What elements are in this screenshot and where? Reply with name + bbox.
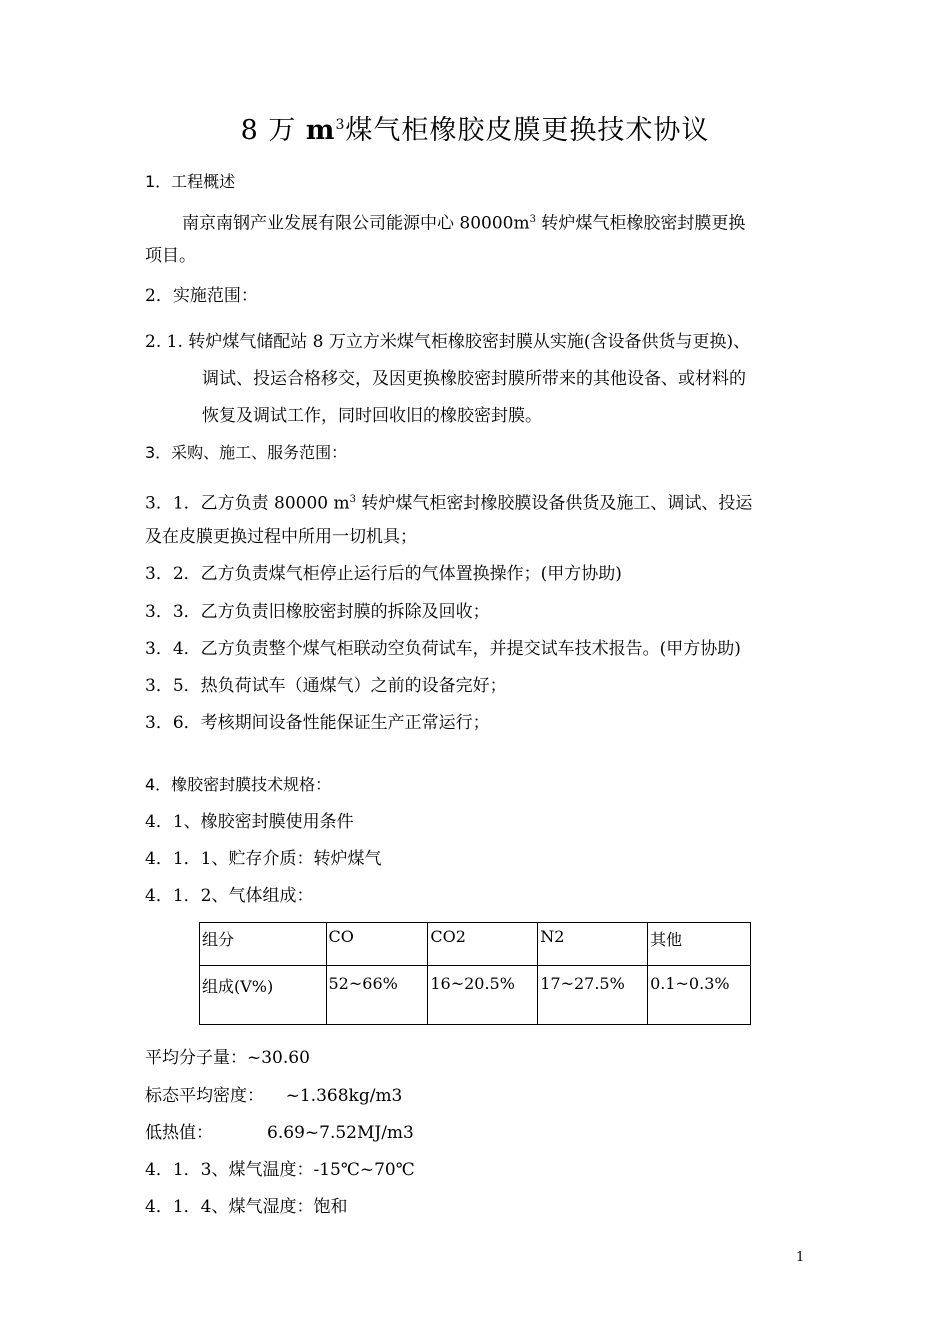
lower-heating-value: 低热值： 6.69~7.52MJ/m3: [145, 1123, 414, 1143]
section-4-line-2: 4．1．1、贮存介质：转炉煤气: [145, 849, 382, 869]
gas-temperature: 4．1．3、煤气温度：-15℃~70℃: [145, 1160, 415, 1180]
table-cell: 16~20.5%: [428, 966, 538, 1025]
section-4-heading: 4．橡胶密封膜技术规格：: [145, 775, 332, 794]
title-unit: m: [305, 115, 336, 146]
section-3-item-4: 3．4．乙方负责整个煤气柜联动空负荷试车，并提交试车技术报告。(甲方协助): [145, 639, 741, 659]
section-2-item-line-3: 恢复及调试工作，同时回收旧的橡胶密封膜。: [202, 406, 542, 426]
section-4-line-1: 4．1、橡胶密封膜使用条件: [145, 812, 354, 832]
table-header-row: [200, 923, 751, 966]
section-1-paragraph-line-1: 南京南钢产业发展有限公司能源中心 $80000m^3$ 转炉煤气柜橡胶密封膜更换: [182, 213, 746, 234]
standard-density: 标态平均密度： ~1.368kg/m3: [145, 1086, 403, 1106]
document-title: [0, 108, 950, 147]
section-3-item-2: 3．2．乙方负责煤气柜停止运行后的气体置换操作；(甲方协助): [145, 564, 622, 584]
section-3-item-1-line-2: 及在皮膜更换过程中所用一切机具；: [145, 527, 417, 547]
section-1-heading: 1．工程概述: [145, 172, 236, 191]
table-cell: 组分: [200, 923, 327, 966]
title-prefix: 8 万: [240, 115, 306, 146]
section-3-item-1-line-1: 3．1．乙方负责 80000 $m^3$ 转炉煤气柜密封橡胶膜设备供货及施工、调试、投运: [145, 493, 753, 514]
gas-composition-table: [199, 922, 751, 1025]
section-3-heading: 3．采购、施工、服务范围：: [145, 443, 348, 462]
page-number: 1: [796, 1250, 805, 1265]
section-2-item-line-2: 调试、投运合格移交，及因更换橡胶密封膜所带来的其他设备、或材料的: [202, 369, 746, 389]
section-2-item-line-1: 2. 1. 转炉煤气储配站 8 万立方米煤气柜橡胶密封膜从实施(含设备供货与更换)、: [145, 332, 751, 352]
table-cell: 其他: [648, 923, 751, 966]
table-cell: 组成(V%): [200, 966, 327, 1025]
section-4-line-3: 4．1．2、气体组成：: [145, 886, 314, 906]
title-text: 煤气柜橡胶皮膜更换技术协议: [345, 115, 710, 146]
table-cell: N2: [538, 923, 648, 966]
section-3-item-5: 3．5．热负荷试车（通煤气）之前的设备完好；: [145, 676, 507, 696]
section-3-item-6: 3．6．考核期间设备性能保证生产正常运行；: [145, 713, 490, 733]
table-cell: 0.1~0.3%: [648, 966, 751, 1025]
table-cell: 17~27.5%: [538, 966, 648, 1025]
section-1-paragraph-line-2: 项目。: [145, 246, 196, 266]
table-cell: 52~66%: [326, 966, 428, 1025]
table-cell: CO2: [428, 923, 538, 966]
title-unit-superscript: 3: [335, 117, 346, 133]
section-3-item-3: 3．3．乙方负责旧橡胶密封膜的拆除及回收；: [145, 602, 490, 622]
table-cell: CO: [326, 923, 428, 966]
gas-humidity: 4．1．4、煤气湿度：饱和: [145, 1197, 348, 1217]
section-2-heading: 2．实施范围：: [145, 286, 258, 306]
average-molecular-weight: 平均分子量：~30.60: [145, 1048, 310, 1068]
table-row: [200, 966, 751, 1025]
